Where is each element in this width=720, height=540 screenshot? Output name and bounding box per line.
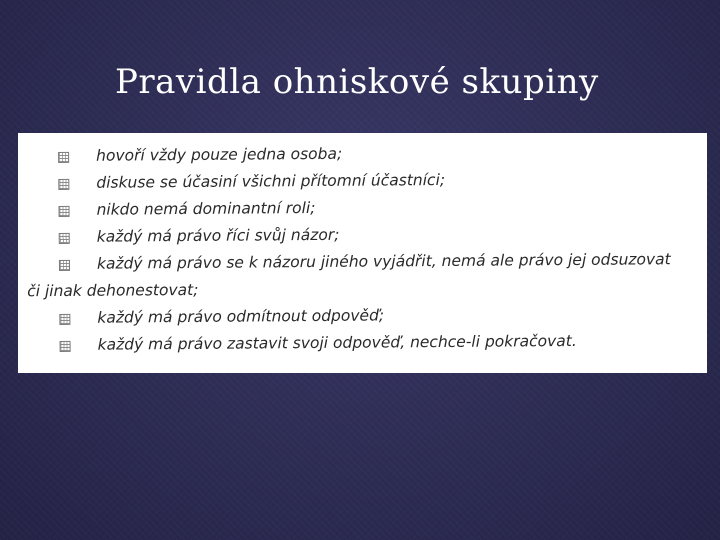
rule-text: každý má právo zastavit svoji odpověď, nechce-li pokračovat. xyxy=(97,331,577,354)
rule-text: nikdo nemá dominantní roli; xyxy=(96,198,316,219)
rule-text: každý má právo odmítnout odpověď; xyxy=(97,306,385,327)
rule-text: každý má právo se k názoru jiného vyjádřit, nemá ale právo jej odsuzovat xyxy=(96,250,671,273)
rule-text: hovoří vždy pouze jedna osoba; xyxy=(96,144,343,165)
checkered-square-bullet-icon xyxy=(59,233,70,244)
checkered-square-bullet-icon xyxy=(58,152,69,163)
checkered-square-bullet-icon xyxy=(59,260,70,271)
checkered-square-bullet-icon xyxy=(59,314,70,325)
rule-text: či jinak dehonestovat; xyxy=(27,280,199,301)
checkered-square-bullet-icon xyxy=(58,206,69,217)
rule-text: diskuse se účasiní všichni přítomní účastníci; xyxy=(96,170,446,192)
checkered-square-bullet-icon xyxy=(60,341,71,352)
rule-item xyxy=(59,327,699,359)
rule-text: každý má právo říci svůj názor; xyxy=(96,225,340,246)
rules-image xyxy=(18,133,707,373)
rules-list xyxy=(27,138,700,359)
slide-title: Pravidla ohniskové skupiny xyxy=(115,62,599,102)
checkered-square-bullet-icon xyxy=(58,179,69,190)
